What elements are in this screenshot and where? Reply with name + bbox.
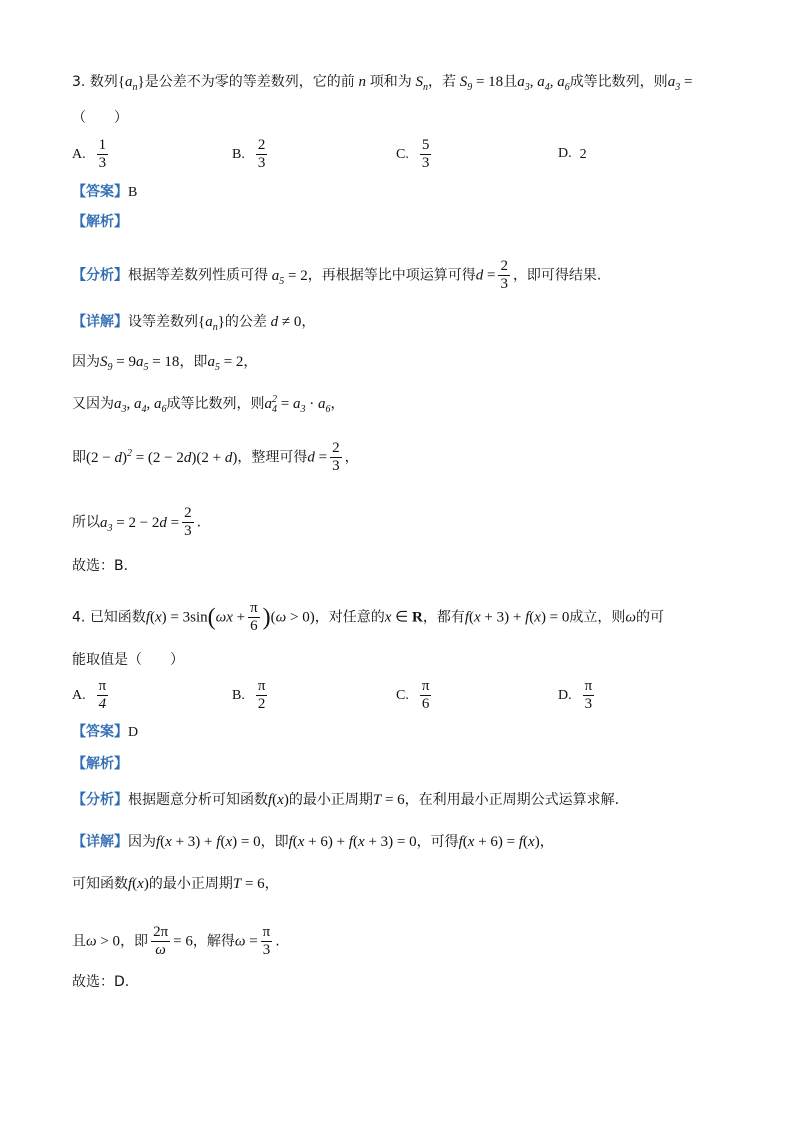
math-omega-eq: ω = xyxy=(234,933,258,950)
q4-stem-line2 xyxy=(72,650,184,670)
math-T: T = 6 xyxy=(372,792,405,808)
xj-text: . xyxy=(196,514,202,531)
fraction-numerator: π xyxy=(584,678,593,694)
xj-text: 可知函数 xyxy=(72,876,128,892)
option-label: D. xyxy=(558,146,572,161)
fraction: $\frac{2}{3}$ xyxy=(184,505,192,539)
q3-option-b[interactable] xyxy=(232,137,270,172)
option-fraction xyxy=(97,678,109,713)
xj-text: ， xyxy=(243,354,258,370)
math-cond2: f(x + 6) + f(x + 3) = 0 xyxy=(288,834,417,850)
math-S9: $S_9 = 18$ xyxy=(455,74,504,93)
option-label: A. xyxy=(72,146,86,162)
math-cond: f(x + 3) + f(x) = 0 xyxy=(156,834,261,850)
xj-text: ，即 xyxy=(120,933,149,950)
q3-jiexi-line xyxy=(72,212,128,232)
xj-text: ， xyxy=(344,449,359,466)
fraction-denominator: 4 xyxy=(98,696,107,712)
option-label: C. xyxy=(396,687,409,703)
q3-stem-line2 xyxy=(72,108,128,128)
q4-option-b[interactable] xyxy=(232,678,270,713)
xj-text: 且 xyxy=(72,933,86,950)
fraction: $\frac{\pi}{3}$ xyxy=(262,924,271,958)
option-label: C. xyxy=(396,146,409,162)
answer-value: D xyxy=(128,725,139,740)
xiangjie-tag: 【详解】 xyxy=(72,834,128,850)
xj-text: 因为 xyxy=(128,834,156,850)
fraction-numerator: 2 xyxy=(257,137,266,153)
q3-xj-line2 xyxy=(72,352,257,378)
q4-option-d[interactable] xyxy=(558,678,597,713)
xj-text: 设等差数列 xyxy=(128,314,198,330)
fraction: $\frac{2}{3}$ xyxy=(500,258,508,292)
option-value: 2 xyxy=(579,147,587,162)
fenxi-text: 根据题意分析可知函数 xyxy=(128,792,268,808)
xj-text: ， xyxy=(301,314,316,330)
math-a5-eq: $a_5 = 2$ xyxy=(207,354,244,373)
math-an-set: $\{a_n\}$ xyxy=(198,314,225,333)
fraction-numerator: π xyxy=(98,678,107,694)
fraction-denominator: 3 xyxy=(584,696,593,712)
q4-stem-text: ，对任意的 xyxy=(314,609,385,626)
math-geo-mean: a $_{2 4} = a_3 \cdot a_6$ xyxy=(264,394,331,415)
fenxi-tag: 【分析】 xyxy=(72,267,128,284)
q3-xj-line5 xyxy=(72,505,201,540)
q4-number: 4. xyxy=(72,609,86,626)
math-equation: $(2 - d)^2 = (2 - 2d)(2 + d)$ xyxy=(86,447,238,466)
q4-stem-text: 已知函数 xyxy=(89,609,146,626)
q4-answer-line xyxy=(72,722,138,743)
fraction: $\frac{\pi}{6}$ xyxy=(250,600,258,634)
option-label: D. xyxy=(558,687,572,703)
q3-xj-line3 xyxy=(72,394,344,420)
xj-text: 即 xyxy=(72,449,86,466)
answer-value: B xyxy=(128,185,138,200)
option-fraction xyxy=(256,678,268,713)
q3-stem-text: 数列 xyxy=(89,74,118,90)
q4-stem-text: 成立，则 xyxy=(569,609,626,626)
xj-text: 成等比数列，则 xyxy=(166,396,265,412)
q3-stem-text: 是公差不为零的等差数列，它的前 xyxy=(144,74,355,90)
xiangjie-tag: 【详解】 xyxy=(72,314,128,330)
q4-jiexi-line xyxy=(72,754,128,774)
fenxi-text: 的最小正周期 xyxy=(288,792,373,808)
fraction-numerator: 5 xyxy=(421,137,430,153)
jiexi-tag: 【解析】 xyxy=(72,214,128,230)
q4-fenxi-line xyxy=(72,790,619,810)
q3-xj-line1 xyxy=(72,312,315,338)
math-T: T = 6 xyxy=(232,876,265,892)
choose-text: 故选：D. xyxy=(72,974,130,990)
xj-text: 的最小正周期 xyxy=(148,876,233,892)
q3-number: 3. xyxy=(72,74,86,90)
fraction-denominator: 3 xyxy=(257,155,266,171)
xj-text: 又因为 xyxy=(72,396,114,412)
math-a3-result: $a_3 = 2 - 2d$ = xyxy=(100,514,180,534)
option-fraction xyxy=(420,678,432,713)
q3-answer-paren: （ ） xyxy=(72,110,128,126)
math-cond: f(x + 3) + f(x) = 0 xyxy=(464,609,570,626)
q3-fenxi-line xyxy=(72,258,601,293)
fenxi-text: 根据等差数列性质可得 xyxy=(128,267,268,284)
math-omega-pos: ω > 0 xyxy=(86,933,121,950)
q3-answer-line xyxy=(72,182,137,203)
math-x-in-R: x ∈ R xyxy=(384,609,423,626)
fraction-denominator: 3 xyxy=(98,155,107,171)
fenxi-text: ，即可得结果. xyxy=(512,267,602,284)
q4-xj-line2 xyxy=(72,874,279,894)
xj-text: ， xyxy=(539,834,554,850)
math-fx: f(x) xyxy=(128,876,149,892)
q4-choose-line xyxy=(72,972,129,992)
math-period-eq: f(x + 6) = f(x) xyxy=(458,834,540,850)
math-d: d = xyxy=(475,267,496,284)
xj-text: ，可得 xyxy=(416,834,459,850)
math-a3a4a6: $a_3$, $a_4$, $a_6$ xyxy=(517,74,570,93)
fraction: $\frac{2}{3}$ xyxy=(332,440,340,474)
fraction: $\frac{2\pi}{\omega}$ xyxy=(153,924,169,958)
q4-xj-line3: 且ω > 0，即 $\frac{2\pi}{\omega}$ = 6，解得ω = $\frac{\pi}{3}$ . xyxy=(72,924,280,958)
option-fraction xyxy=(583,678,595,713)
q3-xj-line4 xyxy=(72,440,359,475)
fraction-numerator: π xyxy=(421,678,430,694)
q4-option-a[interactable] xyxy=(72,678,111,713)
fraction-denominator: 2 xyxy=(257,696,266,712)
q4-stem-text: ，都有 xyxy=(422,609,465,626)
option-label: A. xyxy=(72,687,86,703)
xj-text: 因为 xyxy=(72,354,100,370)
q3-stem-text: ，若 xyxy=(427,74,456,90)
jiexi-tag: 【解析】 xyxy=(72,756,128,772)
answer-tag: 【答案】 xyxy=(72,184,128,200)
math-a5: $a_5 = 2$ xyxy=(268,267,308,287)
q3-stem-line1 xyxy=(72,72,692,98)
xj-text: ，整理可得 xyxy=(237,449,308,466)
math-omega: ω xyxy=(625,609,636,626)
fraction-numerator: 1 xyxy=(98,137,107,153)
xj-text: 所以 xyxy=(72,514,100,531)
xj-text: 的公差 xyxy=(224,314,267,330)
q3-choose-line xyxy=(72,556,128,576)
q4-stem-text: 的可 xyxy=(636,609,664,626)
fenxi-text: ，在利用最小正周期公式运算求解. xyxy=(404,792,620,808)
math-n: n xyxy=(354,74,370,90)
fraction-numerator: π xyxy=(257,678,266,694)
option-fraction xyxy=(97,137,109,172)
math-d: d = xyxy=(307,449,328,466)
answer-tag: 【答案】 xyxy=(72,724,128,740)
math-fx: f(x) xyxy=(268,792,289,808)
q3-option-a[interactable] xyxy=(72,137,111,172)
xj-text: ，即 xyxy=(179,354,208,370)
q4-option-c[interactable] xyxy=(396,678,434,713)
q3-stem-text: 项和为 xyxy=(369,74,412,90)
q3-seq-an: $\{a_n\}$ xyxy=(117,74,145,93)
xj-text: ，即 xyxy=(260,834,289,850)
xj-text: ，解得 xyxy=(192,933,235,950)
xj-text: ， xyxy=(330,396,345,412)
math-a3-eq: $a_3$ = xyxy=(667,74,693,93)
q4-xj-line1 xyxy=(72,832,554,852)
option-fraction xyxy=(420,137,432,172)
option-label: B. xyxy=(232,687,245,703)
option-fraction xyxy=(256,137,268,172)
choose-text: 故选：B. xyxy=(72,558,129,574)
xj-text: . xyxy=(275,933,280,950)
fraction-denominator: 6 xyxy=(421,696,430,712)
math-Sn: $S_n$ xyxy=(411,74,428,93)
math-a3a4a6: $a_3$, $a_4$, $a_6$ xyxy=(114,396,167,415)
q3-option-d[interactable] xyxy=(558,146,587,163)
q4-stem-line1: 4. 已知函数f(x) = 3sin(ωx + $\frac{\pi}{6}$ )(ω > 0)，对任意的x ∈ R，都有f(x + 3) + f(x) = 0成立，则ω的可 xyxy=(72,600,664,634)
math-d-neq: d ≠ 0 xyxy=(266,314,302,330)
q3-option-c[interactable] xyxy=(396,137,434,172)
q3-stem-text: 成等比数列，则 xyxy=(569,74,668,90)
fenxi-tag: 【分析】 xyxy=(72,792,128,808)
fraction-denominator: 3 xyxy=(421,155,430,171)
q4-stem-text: 能取值是（ ） xyxy=(72,652,184,668)
option-label: B. xyxy=(232,146,245,162)
fenxi-text: ，再根据等比中项运算可得 xyxy=(307,267,476,284)
xj-text: ， xyxy=(264,876,279,892)
math-S9-eq: $S_9 = 9a_5 = 18$ xyxy=(100,354,180,373)
q3-stem-text: 且 xyxy=(503,74,518,90)
math-func: f(x) = 3sin xyxy=(145,609,208,626)
